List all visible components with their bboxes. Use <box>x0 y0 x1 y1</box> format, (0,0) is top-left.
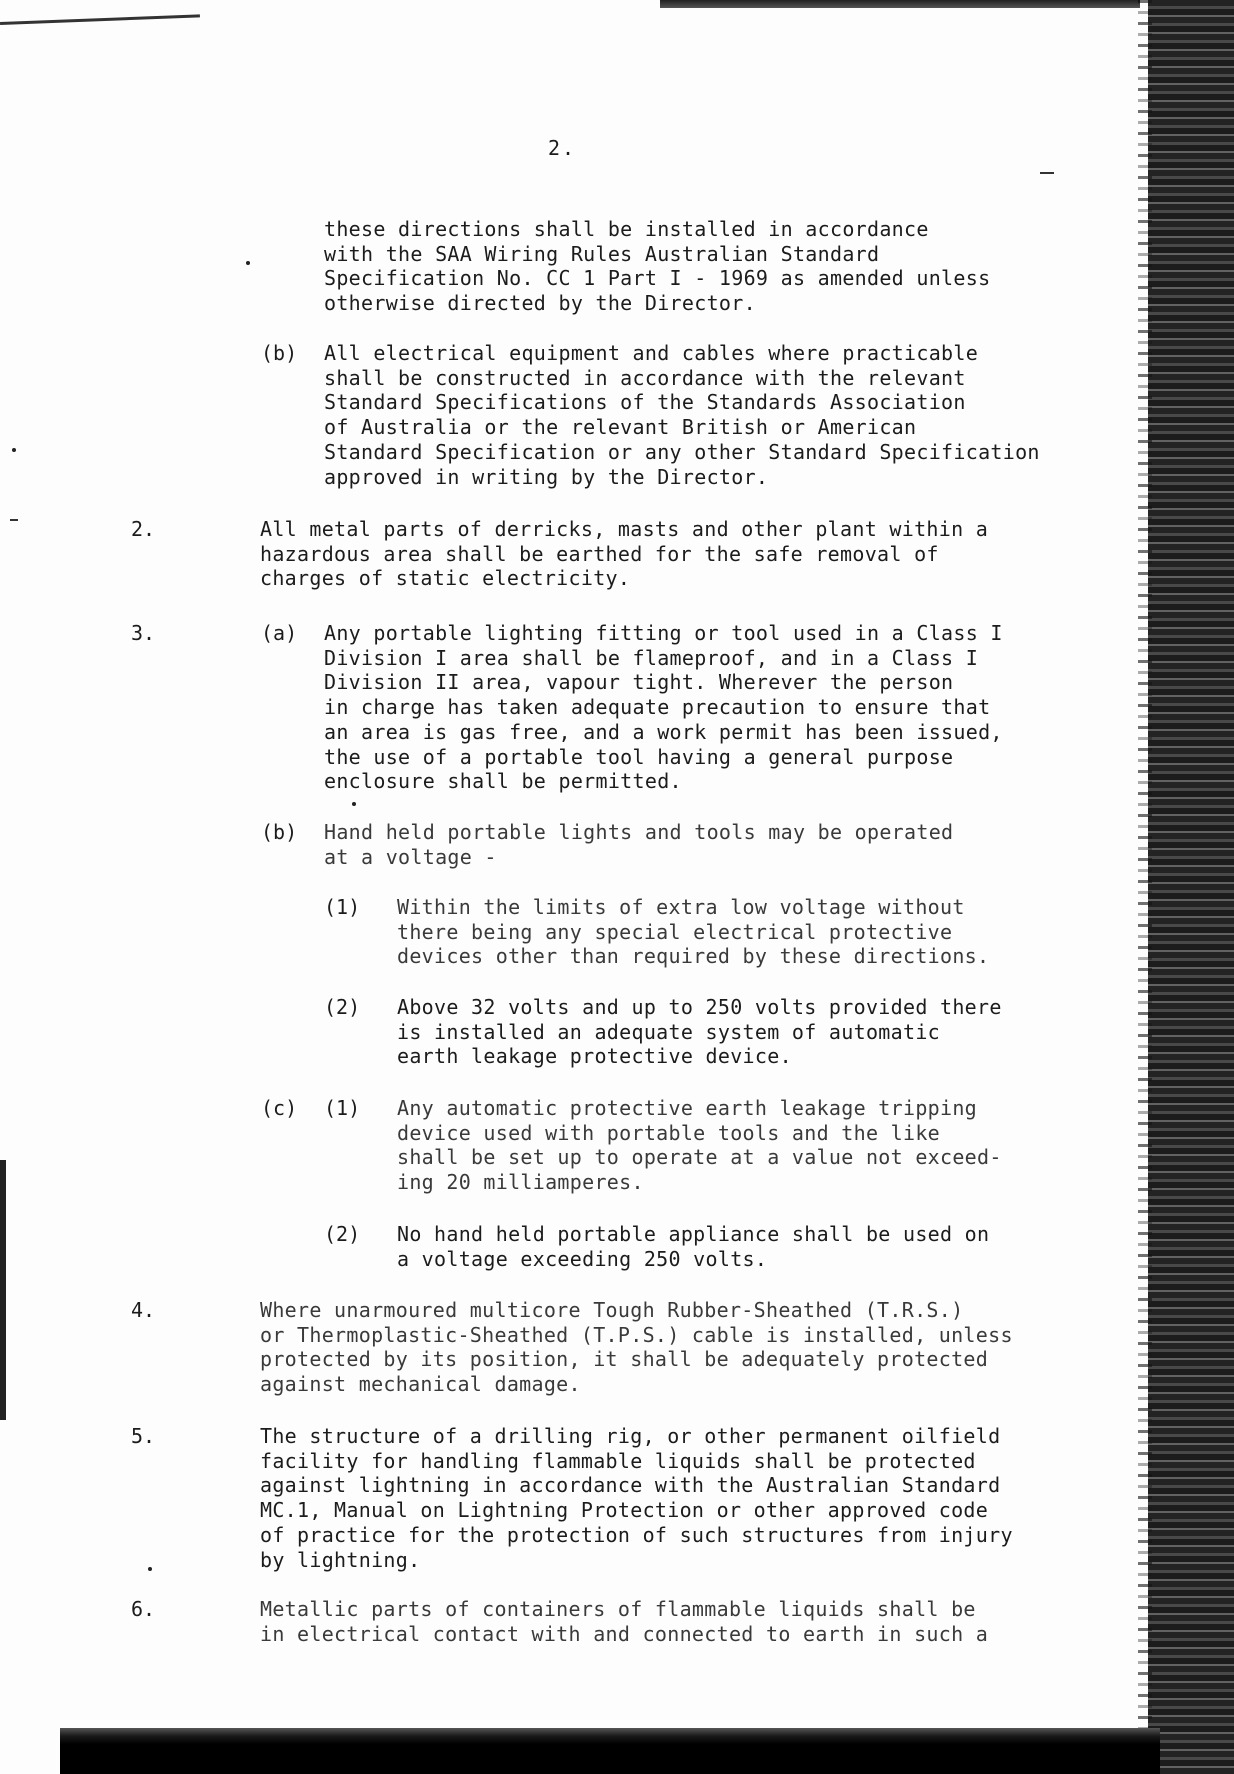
scan-artifact-left-edge <box>0 1160 6 1420</box>
scan-artifact-right-edge <box>1148 0 1234 1774</box>
scan-speck <box>10 519 18 521</box>
section-5-text: The structure of a drilling rig, or other permanent oilfield facility for handling flammable liquids shall be protected against lightning in accordance with the Australian Standard MC.1, Manual on Lightning Protection or other approved code of practice for the protection of such structures from injury by lightning. <box>260 1424 1013 1572</box>
section-3c-item-text: No hand held portable appliance shall be used on a voltage exceeding 250 volts. <box>397 1222 990 1271</box>
intro-b-text: All electrical equipment and cables where practicable shall be constructed in accordance with the relevant Standard Specifications of the Standards Association of Australia or the relevant British or American Standard Specification or any other Standard Specification approved in writing by the Director. <box>324 341 1040 489</box>
section-3c-item-label: (2) <box>324 1222 361 1246</box>
scan-speck <box>148 1567 152 1571</box>
section-3a-label: (a) <box>261 621 298 645</box>
section-number: 2. <box>131 517 156 541</box>
section-2-text: All metal parts of derricks, masts and other plant within a hazardous area shall be earthed for the safe removal of charges of static electricity. <box>260 517 989 591</box>
scan-speck <box>1040 172 1054 174</box>
scan-artifact-bottom-edge <box>60 1728 1160 1774</box>
scan-speck <box>246 261 250 265</box>
section-3b-label: (b) <box>261 820 298 844</box>
scan-speck <box>352 802 356 806</box>
section-3c-item-label: (1) <box>324 1096 361 1120</box>
scan-artifact-top-left <box>0 14 200 25</box>
section-6-text: Metallic parts of containers of flammable liquids shall be in electrical contact with and connected to earth in such a <box>260 1597 989 1646</box>
section-number: 6. <box>131 1597 156 1621</box>
section-3b-item-label: (2) <box>324 995 361 1019</box>
page-number: 2. <box>548 136 577 160</box>
section-3c-label: (c) <box>261 1096 298 1120</box>
section-number: 4. <box>131 1298 156 1322</box>
intro-b-label: (b) <box>261 341 298 365</box>
scan-speck <box>12 448 16 452</box>
section-3b-item-label: (1) <box>324 895 361 919</box>
section-3c-item-text: Any automatic protective earth leakage tripping device used with portable tools and the like shall be set up to operate at a value not exceed- ing 20 milliamperes. <box>397 1096 1002 1195</box>
section-4-text: Where unarmoured multicore Tough Rubber-Sheathed (T.R.S.) or Thermoplastic-Sheathed (T.P.S.) cable is installed, unless protected by its position, it shall be adequately protected against mechanical damage. <box>260 1298 1013 1397</box>
section-3b-item-text: Above 32 volts and up to 250 volts provided there is installed an adequate system of automatic earth leakage protective device. <box>397 995 1002 1069</box>
intro-continuation-text: these directions shall be installed in accordance with the SAA Wiring Rules Australian Standard Specification No. CC 1 Part I - 1969 as amended unless otherwise directed by the Director. <box>324 217 991 316</box>
section-3b-item-text: Within the limits of extra low voltage without there being any special electrical protective devices other than required by these directions. <box>397 895 990 969</box>
scan-artifact-top-right <box>660 0 1140 8</box>
section-number: 5. <box>131 1424 156 1448</box>
section-3a-text: Any portable lighting fitting or tool used in a Class I Division I area shall be flameproof, and in a Class I Division II area, vapour tight. Wherever the person in charge has taken adequate precaution to ensure that an area is gas free, and a work permit has been issued, the use of a portable tool having a general purpose enclosure shall be permitted. <box>324 621 1003 794</box>
section-3b-text: Hand held portable lights and tools may be operated at a voltage - <box>324 820 954 869</box>
section-number: 3. <box>131 621 156 645</box>
